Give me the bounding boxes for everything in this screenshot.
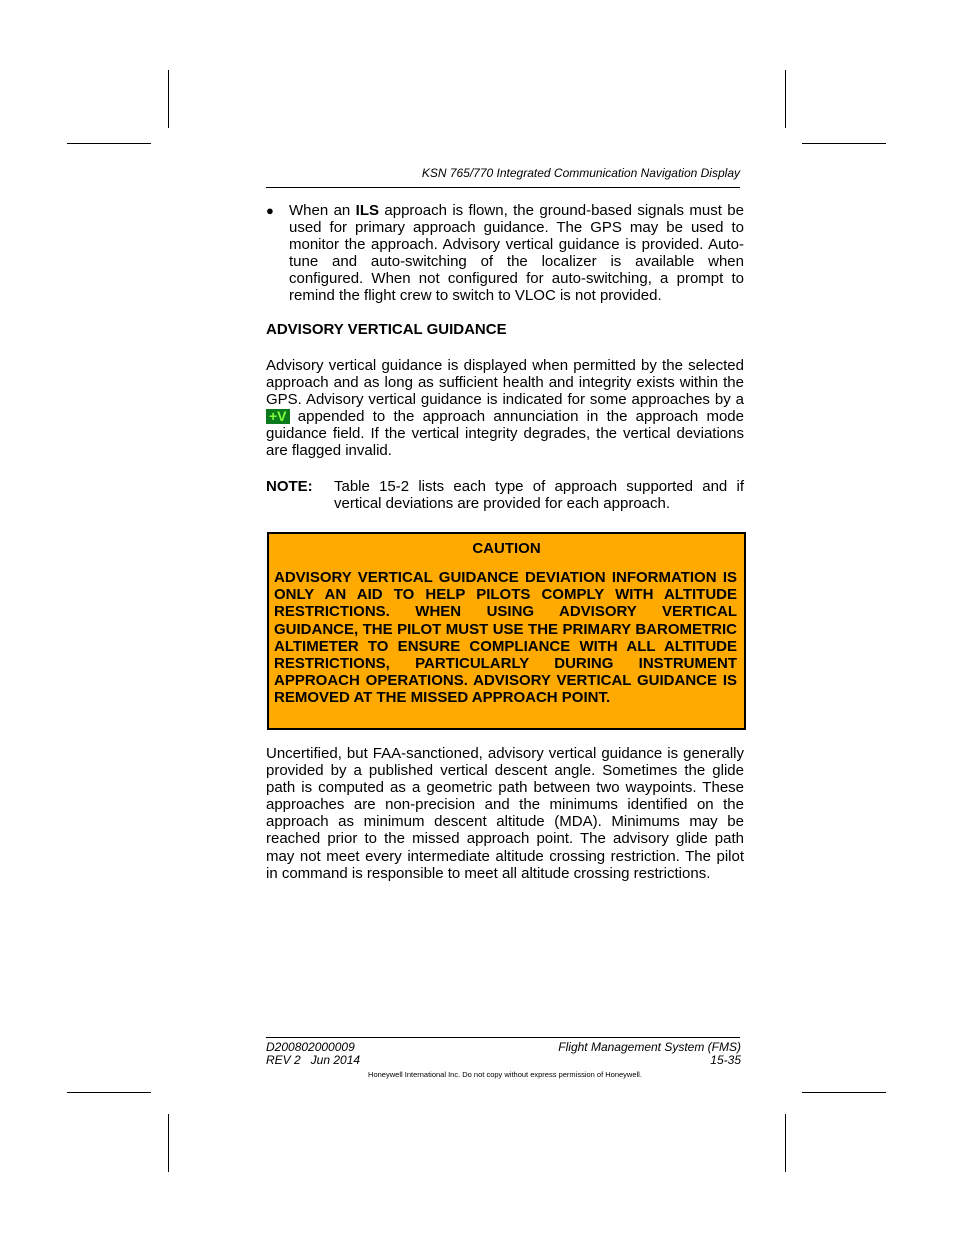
para1-before: Advisory vertical guidance is displayed when permitted by the selected approach and as long as sufficient health and integrity exists within the GPS. Advisory vertical guidance is indicated for some approaches by a xyxy=(266,357,744,409)
crop-mark-top-right-horizontal xyxy=(802,143,886,144)
caution-title: CAUTION xyxy=(472,540,541,557)
footer-page-number: 15-35 xyxy=(710,1053,741,1067)
para1-after: appended to the approach annunciation in the approach mode guidance field. If the vertical integrity degrades, the vertical deviations are flagged invalid. xyxy=(266,408,744,460)
bullet-bold-term: ILS xyxy=(355,202,379,219)
crop-mark-bottom-left-horizontal xyxy=(67,1092,151,1093)
crop-mark-bottom-left-vertical xyxy=(168,1114,169,1172)
footer-rule xyxy=(266,1037,740,1038)
crop-mark-bottom-right-vertical xyxy=(785,1114,786,1172)
footer-doc-number: D200802000009 xyxy=(266,1040,355,1054)
crop-mark-top-left-vertical xyxy=(168,70,169,128)
bullet-body: approach is flown, the ground-based signals must be used for primary approach guidance. The GPS may be used to monitor the approach. Advisory vertical guidance is provided. Auto-tune and auto-switching of the localizer is available when configured. When not configured for auto-switching, a prompt to remind the flight crew to switch to VLOC is not provided. xyxy=(289,202,744,305)
footer-doc-title: Flight Management System (FMS) xyxy=(558,1040,741,1054)
paragraph-uncertified-guidance: Uncertified, but FAA-sanctioned, advisory vertical guidance is generally provided by a published vertical descent angle. Sometimes the glide path is computed as a geometric path between two waypoints. These approaches are non-precision and the minimums identified on the approach as minimum descent altitude (MDA). Minimums may be reached prior to the missed approach point. The advisory glide path may not meet every intermediate altitude crossing restriction. The pilot in command is responsible to meet all altitude crossing restrictions. xyxy=(266,745,744,882)
paragraph-advisory-vertical-guidance xyxy=(266,357,744,460)
footer-copyright: Honeywell International Inc. Do not copy without express permission of Honeywell. xyxy=(368,1070,642,1079)
bullet-mark: ● xyxy=(266,203,274,218)
section-heading: ADVISORY VERTICAL GUIDANCE xyxy=(266,321,507,338)
crop-mark-top-left-horizontal xyxy=(67,143,151,144)
crop-mark-bottom-right-horizontal xyxy=(802,1092,886,1093)
note-text: Table 15-2 lists each type of approach supported and if vertical deviations are provided for each approach. xyxy=(334,478,744,513)
header-rule xyxy=(266,187,740,188)
footer-revision-date: REV 2 Jun 2014 xyxy=(266,1053,361,1067)
crop-mark-top-right-vertical xyxy=(785,70,786,128)
running-header: KSN 765/770 Integrated Communication Navigation Display xyxy=(421,166,740,180)
bullet-text xyxy=(289,202,744,305)
bullet-prefix: When an xyxy=(289,202,356,219)
caution-text: ADVISORY VERTICAL GUIDANCE DEVIATION INFORMATION IS ONLY AN AID TO HELP PILOTS COMPLY WITH ALTITUDE RESTRICTIONS. WHEN USING ADVISORY VERTICAL GUIDANCE, THE PILOT MUST USE THE PRIMARY BAROMETRIC ALTIMETER TO ENSURE COMPLIANCE WITH ALL ALTITUDE RESTRICTIONS, PARTICULARLY DURING INSTRUMENT APPROACH OPERATIONS. ADVISORY VERTICAL GUIDANCE IS REMOVED AT THE MISSED APPROACH POINT. xyxy=(274,569,737,707)
plus-v-annunciation-badge: +V xyxy=(266,409,290,424)
caution-box xyxy=(267,532,746,730)
note-label: NOTE: xyxy=(266,478,313,495)
